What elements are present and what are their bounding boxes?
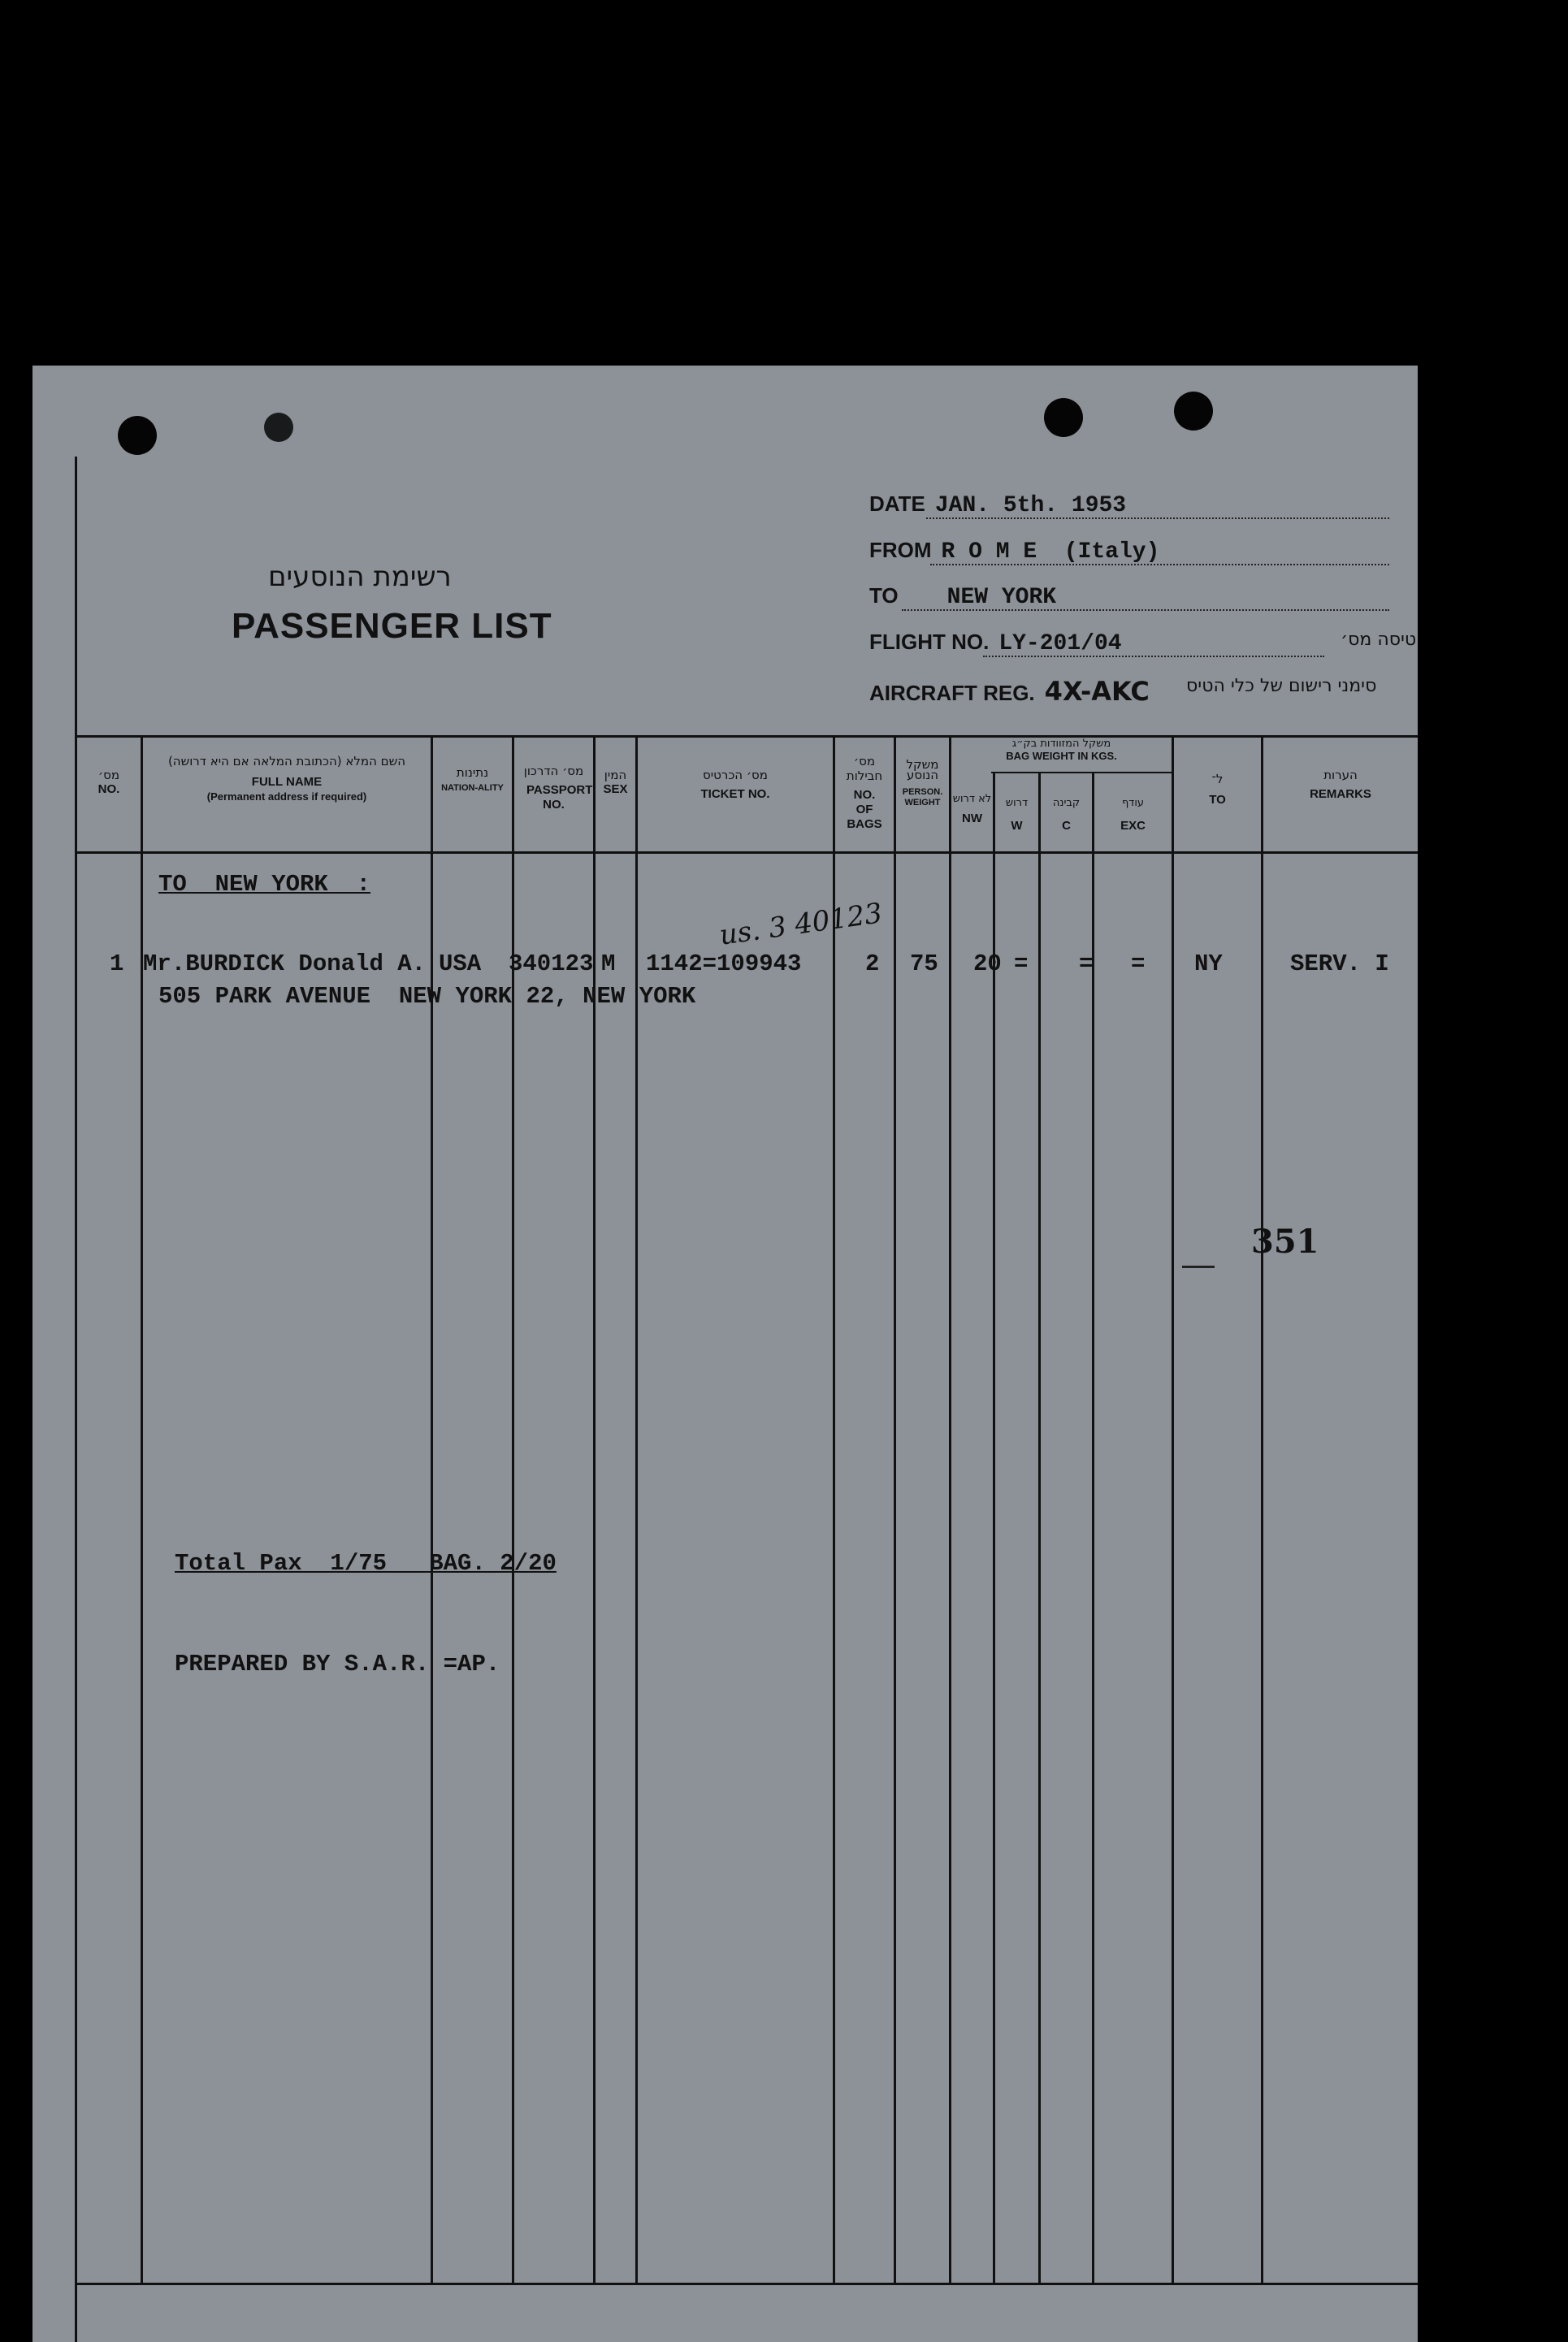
punch-hole-left-2 — [264, 413, 293, 442]
flight-hebrew: טיסה מס׳ — [1341, 630, 1417, 650]
col-header-passport — [514, 764, 593, 812]
row-sex: M — [601, 950, 616, 977]
col-header-weight-en: PERSON. WEIGHT — [902, 787, 943, 807]
flight-field — [869, 630, 1417, 662]
punch-hole-right-2 — [1174, 392, 1213, 431]
col-header-name-heb: השם המלא (הכתובת המלאה אם היא דרושה) — [167, 754, 406, 768]
col-line-6 — [833, 735, 835, 2283]
table-bottom-border — [75, 2283, 1418, 2285]
punch-hole-left — [118, 416, 157, 455]
col-header-exc — [1094, 796, 1172, 833]
row-bags: 2 — [865, 950, 880, 977]
flight-label: FLIGHT NO. — [869, 630, 990, 654]
from-field — [869, 538, 1159, 570]
col-header-c-heb: קבינה — [1052, 797, 1081, 809]
col-header-name-sub: (Permanent address if required) — [206, 790, 367, 803]
title-hebrew: רשימת הנוסעים — [268, 561, 452, 593]
col-header-nw-en: NW — [962, 812, 982, 825]
col-header-ticket — [638, 768, 833, 802]
col-header-passport-en: PASSPORT NO. — [526, 783, 593, 812]
col-header-no-en: NO. — [97, 782, 120, 796]
col-header-nationality — [433, 765, 512, 794]
col-header-sex-heb: המין — [604, 768, 627, 782]
col-line-13 — [1261, 735, 1263, 2283]
col-header-w-heb: דרוש — [1005, 797, 1029, 809]
table-header-bottom-border — [75, 851, 1418, 854]
row-weight: 75 — [910, 950, 938, 977]
col-header-name — [143, 754, 431, 804]
handwritten-note: us. 3 40123 — [717, 897, 885, 952]
col-header-w — [995, 796, 1038, 833]
to-label: TO — [869, 583, 899, 608]
col-header-sex — [596, 768, 635, 797]
col-line-5 — [635, 735, 638, 2283]
col-header-exc-heb: עודף — [1121, 797, 1145, 809]
col-header-c-en: C — [1062, 819, 1071, 833]
row-to: NY — [1194, 950, 1223, 977]
page-title: PASSENGER LIST — [232, 606, 552, 646]
aircraft-hebrew: סימני רישום של כלי הטיס — [1186, 676, 1377, 696]
date-field — [869, 491, 1126, 524]
aircraft-field — [869, 676, 1377, 708]
stamp-number: 351 — [1251, 1223, 1319, 1261]
to-value: NEW YORK — [946, 585, 1057, 610]
destination-section-heading: TO NEW YORK : — [158, 871, 371, 898]
aircraft-value: 4X-AKC — [1044, 676, 1150, 707]
col-header-nationality-en: NATION-ALITY — [441, 783, 504, 793]
col-header-remarks — [1263, 768, 1418, 802]
col-line-2 — [431, 735, 433, 2283]
col-header-name-en: FULL NAME — [251, 775, 323, 789]
col-header-bags-heb: מס׳ חבילות — [846, 754, 883, 783]
col-header-bag-weight — [951, 738, 1172, 762]
row-remarks: SERV. I — [1290, 950, 1389, 977]
col-header-remarks-heb: הערות — [1323, 768, 1358, 782]
left-margin-line — [75, 457, 77, 2342]
col-line-8 — [949, 735, 951, 2283]
col-line-11 — [1092, 772, 1094, 2283]
row-no: 1 — [110, 950, 124, 977]
col-header-nw — [951, 792, 993, 826]
col-header-bag-weight-heb: משקל המזוודות בק״ג — [1011, 738, 1111, 750]
col-line-7 — [894, 735, 896, 2283]
row-w: = — [1014, 950, 1029, 977]
col-header-sex-en: SEX — [603, 782, 628, 796]
col-line-9 — [993, 772, 995, 2283]
col-header-nationality-heb: נתינות — [456, 765, 489, 780]
row-exc: = — [1131, 950, 1146, 977]
col-header-exc-en: EXC — [1120, 819, 1146, 833]
table-top-border — [75, 735, 1418, 738]
col-header-c — [1041, 796, 1092, 833]
col-header-bags-en: NO. OF BAGS — [847, 788, 882, 831]
date-dotted-line — [926, 517, 1389, 519]
col-header-passport-heb: מס׳ הדרכון — [523, 764, 584, 778]
col-line-10 — [1038, 772, 1041, 2283]
row-nationality: USA — [439, 950, 482, 977]
bag-weight-subheader-line — [991, 772, 1174, 773]
row-address: 505 PARK AVENUE NEW YORK 22, NEW YORK — [158, 983, 696, 1010]
from-dotted-line — [930, 564, 1389, 565]
col-header-no — [77, 768, 141, 797]
col-line-4 — [593, 735, 596, 2283]
row-nw: 20 — [973, 950, 1002, 977]
col-header-w-en: W — [1011, 819, 1023, 833]
date-value: JAN. 5th. 1953 — [934, 493, 1127, 518]
col-header-no-heb: מס׳ — [97, 768, 120, 782]
col-header-to — [1174, 772, 1261, 807]
col-header-bags — [835, 754, 894, 832]
prepared-by: PREPARED BY S.A.R. =AP. — [175, 1651, 500, 1677]
to-field — [869, 583, 1056, 616]
row-c: = — [1079, 950, 1094, 977]
to-dotted-line — [902, 609, 1389, 611]
col-header-to-en: TO — [1209, 793, 1226, 807]
flight-dotted-line — [983, 656, 1324, 657]
col-header-to-heb: ל־ — [1211, 772, 1224, 786]
passenger-list-sheet — [32, 366, 1418, 2342]
row-full-name: Mr.BURDICK Donald A. — [143, 950, 427, 977]
row-ticket: 1142=109943 — [646, 950, 802, 977]
col-header-remarks-en: REMARKS — [1310, 787, 1371, 801]
row-passport: 340123 — [509, 950, 594, 977]
col-header-weight — [896, 757, 949, 808]
date-label: DATE — [869, 491, 925, 516]
from-value: R O M E (Italy) — [941, 539, 1160, 565]
col-header-ticket-heb: מס׳ הכרטיס — [703, 768, 768, 782]
from-label: FROM — [869, 538, 932, 562]
col-header-bag-weight-en: BAG WEIGHT IN KGS. — [1006, 750, 1117, 762]
col-header-nw-heb: לא דרוש — [952, 793, 992, 805]
aircraft-label: AIRCRAFT REG. — [869, 681, 1035, 705]
col-header-weight-heb: משקל הנוסע — [906, 757, 939, 782]
stamp-dash — [1182, 1266, 1215, 1268]
col-header-ticket-en: TICKET NO. — [700, 787, 770, 801]
col-line-12 — [1172, 735, 1174, 2283]
flight-value: LY-201/04 — [998, 631, 1122, 656]
punch-hole-right — [1044, 398, 1083, 437]
totals-line: Total Pax 1/75 BAG. 2/20 — [175, 1550, 557, 1577]
